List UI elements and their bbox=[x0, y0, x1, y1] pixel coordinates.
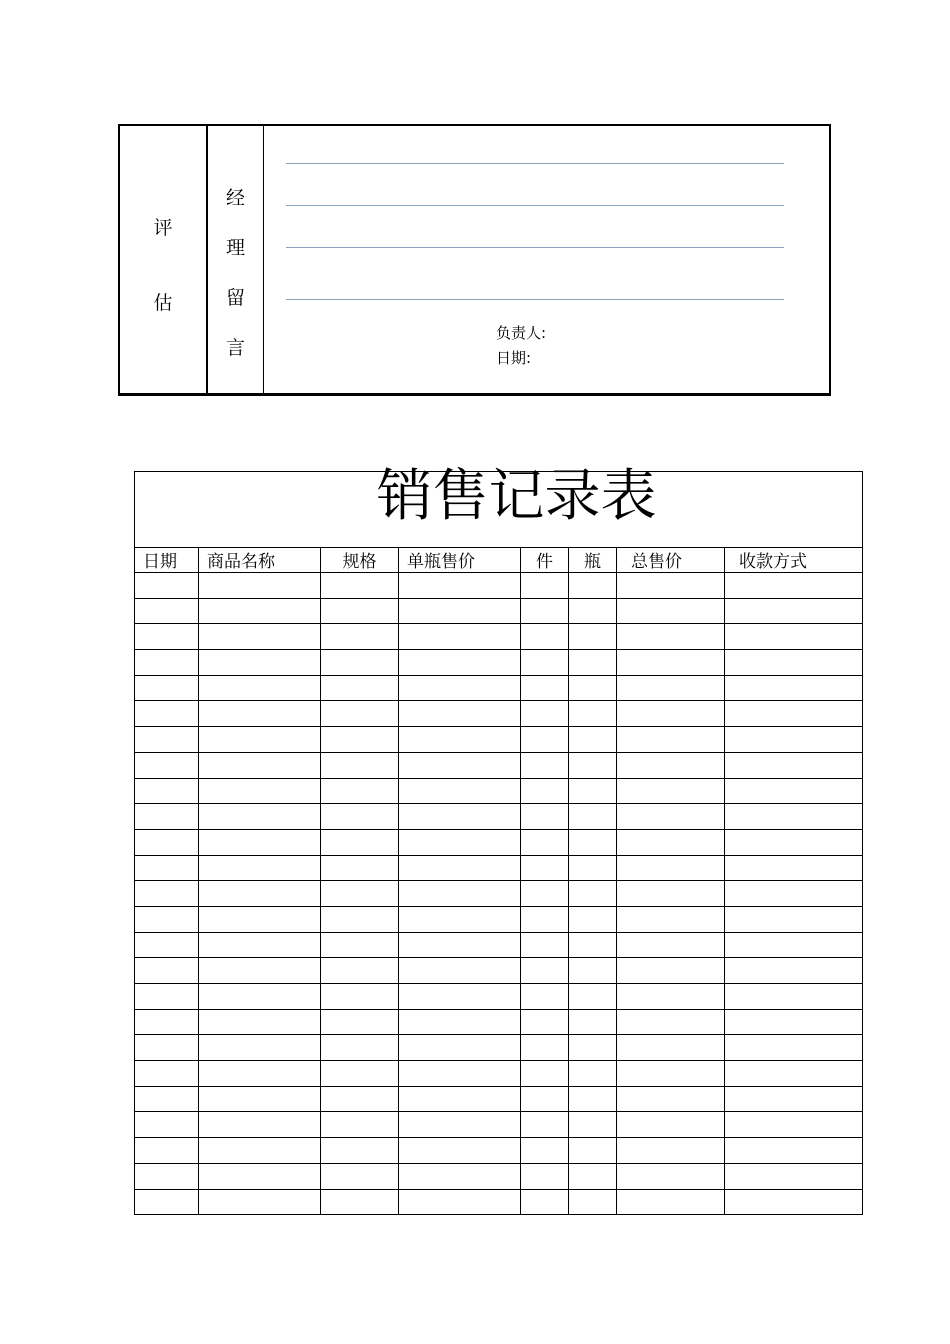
table-cell[interactable] bbox=[521, 1189, 569, 1215]
table-cell[interactable] bbox=[135, 1138, 199, 1164]
table-row bbox=[135, 778, 863, 804]
table-cell[interactable] bbox=[321, 855, 399, 881]
table-cell[interactable] bbox=[199, 701, 321, 727]
table-cell[interactable] bbox=[321, 932, 399, 958]
table-row bbox=[135, 958, 863, 984]
table-cell[interactable] bbox=[725, 778, 863, 804]
table-row bbox=[135, 1138, 863, 1164]
table-cell[interactable] bbox=[321, 675, 399, 701]
table-cell[interactable] bbox=[199, 881, 321, 907]
table-cell[interactable] bbox=[617, 1061, 725, 1087]
comment-line bbox=[286, 247, 784, 248]
table-cell[interactable] bbox=[135, 829, 199, 855]
table-cell[interactable] bbox=[199, 1112, 321, 1138]
table-cell[interactable] bbox=[617, 804, 725, 830]
table-cell[interactable] bbox=[569, 624, 617, 650]
table-cell[interactable] bbox=[135, 573, 199, 599]
table-cell[interactable] bbox=[521, 1112, 569, 1138]
table-cell[interactable] bbox=[725, 829, 863, 855]
table-cell[interactable] bbox=[135, 804, 199, 830]
table-cell[interactable] bbox=[569, 727, 617, 753]
table-cell[interactable] bbox=[135, 778, 199, 804]
table-cell[interactable] bbox=[521, 752, 569, 778]
table-cell[interactable] bbox=[399, 1086, 521, 1112]
table-cell[interactable] bbox=[725, 958, 863, 984]
column-header-bottles: 瓶 bbox=[569, 548, 617, 573]
table-cell[interactable] bbox=[521, 701, 569, 727]
table-cell[interactable] bbox=[725, 984, 863, 1010]
table-cell[interactable] bbox=[199, 624, 321, 650]
table-row bbox=[135, 1035, 863, 1061]
table-cell[interactable] bbox=[725, 1163, 863, 1189]
table-row bbox=[135, 752, 863, 778]
table-cell[interactable] bbox=[199, 804, 321, 830]
table-cell[interactable] bbox=[725, 1086, 863, 1112]
table-cell[interactable] bbox=[569, 1035, 617, 1061]
table-cell[interactable] bbox=[135, 1061, 199, 1087]
table-cell[interactable] bbox=[399, 1009, 521, 1035]
table-cell[interactable] bbox=[521, 958, 569, 984]
table-cell[interactable] bbox=[135, 958, 199, 984]
table-cell[interactable] bbox=[321, 881, 399, 907]
table-cell[interactable] bbox=[725, 1061, 863, 1087]
table-cell[interactable] bbox=[521, 1061, 569, 1087]
table-cell[interactable] bbox=[199, 675, 321, 701]
table-row bbox=[135, 1009, 863, 1035]
table-cell[interactable] bbox=[617, 727, 725, 753]
table-cell[interactable] bbox=[617, 932, 725, 958]
table-cell[interactable] bbox=[617, 984, 725, 1010]
table-cell[interactable] bbox=[399, 1061, 521, 1087]
table-cell[interactable] bbox=[725, 1138, 863, 1164]
comment-line bbox=[286, 163, 784, 164]
table-cell[interactable] bbox=[521, 804, 569, 830]
manager-comment-label-column bbox=[208, 126, 264, 393]
table-cell[interactable] bbox=[521, 778, 569, 804]
table-row bbox=[135, 932, 863, 958]
table-row bbox=[135, 1189, 863, 1215]
table-cell[interactable] bbox=[199, 727, 321, 753]
table-cell[interactable] bbox=[569, 881, 617, 907]
table-cell[interactable] bbox=[199, 650, 321, 676]
table-cell[interactable] bbox=[521, 573, 569, 599]
table-cell[interactable] bbox=[725, 881, 863, 907]
table-cell[interactable] bbox=[569, 906, 617, 932]
table-cell[interactable] bbox=[399, 1163, 521, 1189]
table-row bbox=[135, 804, 863, 830]
table-cell[interactable] bbox=[569, 1061, 617, 1087]
table-cell[interactable] bbox=[199, 1061, 321, 1087]
table-cell[interactable] bbox=[399, 804, 521, 830]
table-cell[interactable] bbox=[725, 804, 863, 830]
table-row bbox=[135, 727, 863, 753]
table-cell[interactable] bbox=[617, 1163, 725, 1189]
table-cell[interactable] bbox=[617, 1086, 725, 1112]
table-cell[interactable] bbox=[617, 881, 725, 907]
evaluation-label-char: 估 bbox=[153, 292, 173, 314]
table-cell[interactable] bbox=[521, 1086, 569, 1112]
table-cell[interactable] bbox=[321, 1189, 399, 1215]
table-cell[interactable] bbox=[135, 598, 199, 624]
table-cell[interactable] bbox=[399, 701, 521, 727]
table-cell[interactable] bbox=[199, 958, 321, 984]
table-cell[interactable] bbox=[617, 1009, 725, 1035]
table-row bbox=[135, 881, 863, 907]
comment-line bbox=[286, 299, 784, 300]
evaluation-box bbox=[118, 124, 831, 396]
table-cell[interactable] bbox=[321, 958, 399, 984]
table-cell[interactable] bbox=[569, 650, 617, 676]
table-cell[interactable] bbox=[569, 675, 617, 701]
table-cell[interactable] bbox=[321, 1086, 399, 1112]
table-cell[interactable] bbox=[135, 932, 199, 958]
manager-label-char: 经 bbox=[225, 187, 245, 209]
table-cell[interactable] bbox=[135, 855, 199, 881]
table-row bbox=[135, 1112, 863, 1138]
table-cell[interactable] bbox=[617, 958, 725, 984]
table-cell[interactable] bbox=[199, 1086, 321, 1112]
table-cell[interactable] bbox=[521, 1009, 569, 1035]
table-cell[interactable] bbox=[321, 701, 399, 727]
table-cell[interactable] bbox=[569, 855, 617, 881]
table-cell[interactable] bbox=[399, 1035, 521, 1061]
table-cell[interactable] bbox=[321, 624, 399, 650]
table-cell[interactable] bbox=[569, 598, 617, 624]
table-cell[interactable] bbox=[569, 804, 617, 830]
date-label: 日期: bbox=[496, 349, 532, 367]
table-cell[interactable] bbox=[521, 650, 569, 676]
table-cell[interactable] bbox=[569, 1086, 617, 1112]
table-cell[interactable] bbox=[135, 1086, 199, 1112]
table-cell[interactable] bbox=[725, 573, 863, 599]
table-cell[interactable] bbox=[199, 598, 321, 624]
table-row bbox=[135, 829, 863, 855]
table-cell[interactable] bbox=[617, 573, 725, 599]
table-cell[interactable] bbox=[725, 675, 863, 701]
table-cell[interactable] bbox=[399, 675, 521, 701]
table-cell[interactable] bbox=[399, 727, 521, 753]
table-cell[interactable] bbox=[399, 829, 521, 855]
table-cell[interactable] bbox=[569, 958, 617, 984]
table-cell[interactable] bbox=[725, 1009, 863, 1035]
table-cell[interactable] bbox=[725, 752, 863, 778]
table-cell[interactable] bbox=[399, 1189, 521, 1215]
table-cell[interactable] bbox=[725, 650, 863, 676]
table-cell[interactable] bbox=[399, 650, 521, 676]
table-cell[interactable] bbox=[725, 598, 863, 624]
table-row bbox=[135, 1086, 863, 1112]
table-cell[interactable] bbox=[199, 752, 321, 778]
table-cell[interactable] bbox=[399, 1112, 521, 1138]
table-cell[interactable] bbox=[135, 650, 199, 676]
table-cell[interactable] bbox=[521, 624, 569, 650]
evaluation-label-char: 评 bbox=[153, 217, 173, 239]
table-cell[interactable] bbox=[569, 752, 617, 778]
table-row bbox=[135, 1061, 863, 1087]
table-header-row bbox=[135, 548, 863, 573]
table-title-text: 销售记录表 bbox=[376, 464, 657, 529]
table-cell[interactable] bbox=[199, 855, 321, 881]
table-cell[interactable] bbox=[617, 1189, 725, 1215]
table-cell[interactable] bbox=[725, 932, 863, 958]
table-cell[interactable] bbox=[617, 1112, 725, 1138]
table-cell[interactable] bbox=[399, 881, 521, 907]
column-header-total-price: 总售价 bbox=[617, 548, 725, 573]
table-cell[interactable] bbox=[617, 829, 725, 855]
table-cell[interactable] bbox=[199, 1035, 321, 1061]
table-cell[interactable] bbox=[521, 829, 569, 855]
table-cell[interactable] bbox=[399, 598, 521, 624]
table-cell[interactable] bbox=[321, 573, 399, 599]
table-row bbox=[135, 984, 863, 1010]
table-cell[interactable] bbox=[399, 752, 521, 778]
manager-label-char: 留 bbox=[225, 287, 245, 309]
table-cell[interactable] bbox=[321, 1035, 399, 1061]
table-row bbox=[135, 701, 863, 727]
table-cell[interactable] bbox=[321, 1061, 399, 1087]
table-cell[interactable] bbox=[321, 984, 399, 1010]
table-cell[interactable] bbox=[569, 701, 617, 727]
table-cell[interactable] bbox=[521, 675, 569, 701]
table-cell[interactable] bbox=[321, 906, 399, 932]
table-row bbox=[135, 650, 863, 676]
table-cell[interactable] bbox=[521, 598, 569, 624]
table-cell[interactable] bbox=[725, 701, 863, 727]
table-cell[interactable] bbox=[399, 984, 521, 1010]
table-cell[interactable] bbox=[135, 906, 199, 932]
table-cell[interactable] bbox=[617, 598, 725, 624]
table-row bbox=[135, 598, 863, 624]
table-cell[interactable] bbox=[199, 1189, 321, 1215]
table-cell[interactable] bbox=[399, 573, 521, 599]
table-cell[interactable] bbox=[135, 984, 199, 1010]
table-cell[interactable] bbox=[569, 1138, 617, 1164]
table-cell[interactable] bbox=[569, 829, 617, 855]
table-cell[interactable] bbox=[135, 624, 199, 650]
table-cell[interactable] bbox=[725, 624, 863, 650]
table-cell[interactable] bbox=[725, 906, 863, 932]
table-cell[interactable] bbox=[399, 855, 521, 881]
table-cell[interactable] bbox=[135, 1009, 199, 1035]
table-cell[interactable] bbox=[135, 701, 199, 727]
column-header-spec: 规格 bbox=[321, 548, 399, 573]
table-cell[interactable] bbox=[725, 855, 863, 881]
table-cell[interactable] bbox=[321, 1138, 399, 1164]
table-cell[interactable] bbox=[199, 1138, 321, 1164]
table-cell[interactable] bbox=[521, 1138, 569, 1164]
table-cell[interactable] bbox=[135, 1163, 199, 1189]
table-row bbox=[135, 906, 863, 932]
table-cell[interactable] bbox=[569, 778, 617, 804]
table-cell[interactable] bbox=[321, 650, 399, 676]
column-header-date: 日期 bbox=[135, 548, 199, 573]
table-cell[interactable] bbox=[321, 1112, 399, 1138]
table-cell[interactable] bbox=[617, 906, 725, 932]
table-cell[interactable] bbox=[569, 573, 617, 599]
table-cell[interactable] bbox=[569, 1163, 617, 1189]
table-cell[interactable] bbox=[617, 1138, 725, 1164]
table-cell[interactable] bbox=[135, 1189, 199, 1215]
table-cell[interactable] bbox=[521, 1163, 569, 1189]
table-cell[interactable] bbox=[399, 958, 521, 984]
table-cell[interactable] bbox=[399, 1138, 521, 1164]
table-cell[interactable] bbox=[199, 778, 321, 804]
manager-comment-area[interactable] bbox=[264, 126, 829, 393]
table-cell[interactable] bbox=[521, 855, 569, 881]
table-cell[interactable] bbox=[135, 727, 199, 753]
table-title bbox=[135, 464, 863, 548]
table-cell[interactable] bbox=[199, 1009, 321, 1035]
column-header-product-name: 商品名称 bbox=[199, 548, 321, 573]
column-header-payment-method: 收款方式 bbox=[725, 548, 863, 573]
table-cell[interactable] bbox=[135, 752, 199, 778]
column-header-unit-price: 单瓶售价 bbox=[399, 548, 521, 573]
column-header-cases: 件 bbox=[521, 548, 569, 573]
table-cell[interactable] bbox=[135, 1035, 199, 1061]
table-cell[interactable] bbox=[399, 778, 521, 804]
table-cell[interactable] bbox=[569, 1112, 617, 1138]
table-cell[interactable] bbox=[569, 984, 617, 1010]
table-cell[interactable] bbox=[521, 1035, 569, 1061]
table-cell[interactable] bbox=[321, 1163, 399, 1189]
table-cell[interactable] bbox=[617, 855, 725, 881]
table-cell[interactable] bbox=[569, 1189, 617, 1215]
evaluation-label-column bbox=[120, 126, 208, 393]
table-row bbox=[135, 1163, 863, 1189]
table-cell[interactable] bbox=[617, 1035, 725, 1061]
table-cell[interactable] bbox=[321, 598, 399, 624]
table-cell[interactable] bbox=[725, 727, 863, 753]
table-cell[interactable] bbox=[521, 881, 569, 907]
table-cell[interactable] bbox=[569, 932, 617, 958]
table-cell[interactable] bbox=[321, 778, 399, 804]
table-cell[interactable] bbox=[321, 804, 399, 830]
table-cell[interactable] bbox=[569, 1009, 617, 1035]
table-cell[interactable] bbox=[617, 701, 725, 727]
table-cell[interactable] bbox=[617, 752, 725, 778]
table-cell[interactable] bbox=[321, 752, 399, 778]
table-cell[interactable] bbox=[135, 675, 199, 701]
table-row bbox=[135, 675, 863, 701]
sales-record-table bbox=[134, 464, 863, 1215]
table-cell[interactable] bbox=[725, 1035, 863, 1061]
table-row bbox=[135, 573, 863, 599]
table-cell[interactable] bbox=[199, 829, 321, 855]
table-cell[interactable] bbox=[617, 675, 725, 701]
table-row bbox=[135, 855, 863, 881]
table-cell[interactable] bbox=[399, 906, 521, 932]
table-cell[interactable] bbox=[199, 984, 321, 1010]
table-cell[interactable] bbox=[135, 881, 199, 907]
table-cell[interactable] bbox=[521, 906, 569, 932]
table-cell[interactable] bbox=[199, 1163, 321, 1189]
table-cell[interactable] bbox=[617, 624, 725, 650]
table-cell[interactable] bbox=[725, 1112, 863, 1138]
table-cell[interactable] bbox=[521, 932, 569, 958]
table-cell[interactable] bbox=[321, 1009, 399, 1035]
table-cell[interactable] bbox=[521, 727, 569, 753]
table-cell[interactable] bbox=[199, 932, 321, 958]
signer-label: 负责人: bbox=[496, 324, 547, 342]
table-cell[interactable] bbox=[617, 778, 725, 804]
comment-line bbox=[286, 205, 784, 206]
table-row bbox=[135, 624, 863, 650]
table-cell[interactable] bbox=[617, 650, 725, 676]
table-cell[interactable] bbox=[321, 727, 399, 753]
table-cell[interactable] bbox=[725, 1189, 863, 1215]
table-cell[interactable] bbox=[199, 906, 321, 932]
table-cell[interactable] bbox=[199, 573, 321, 599]
table-cell[interactable] bbox=[399, 624, 521, 650]
table-cell[interactable] bbox=[521, 984, 569, 1010]
manager-label-char: 理 bbox=[225, 237, 245, 259]
table-cell[interactable] bbox=[321, 829, 399, 855]
table-cell[interactable] bbox=[399, 932, 521, 958]
manager-label-char: 言 bbox=[225, 337, 245, 359]
table-cell[interactable] bbox=[135, 1112, 199, 1138]
